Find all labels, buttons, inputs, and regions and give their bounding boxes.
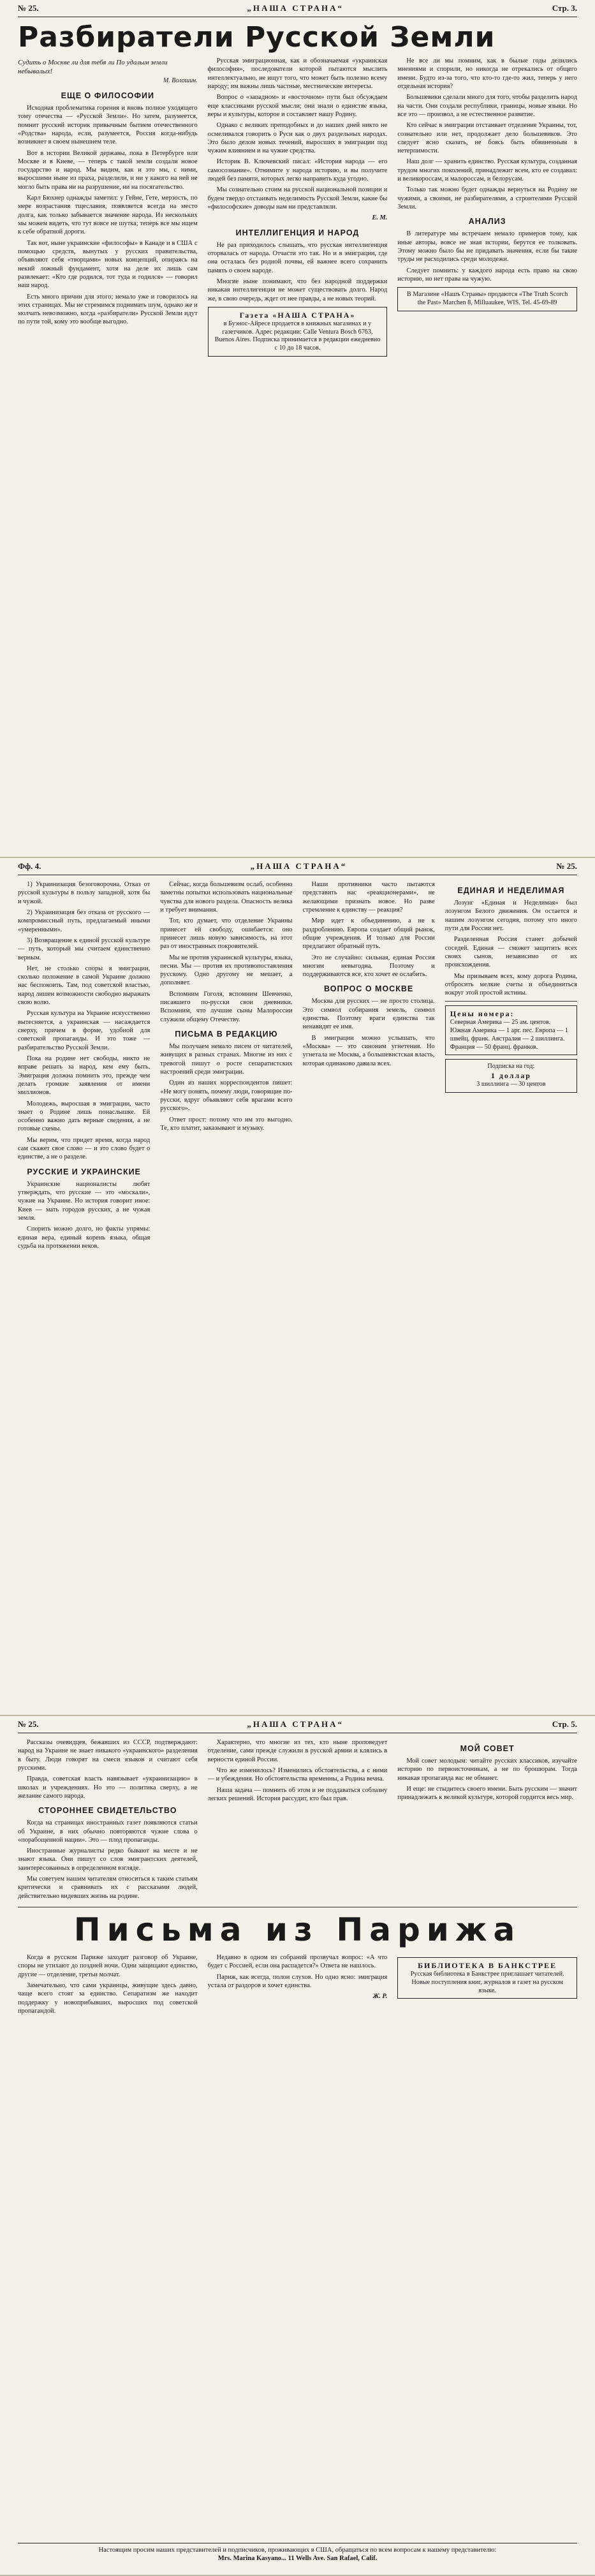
page-number: Фф. 4. xyxy=(18,861,41,871)
paragraph: Карл Бюхнер однажды заметил: у Гейне, Гете, мерзость, по мере возрастания тщеславия, появляется всегда на место долга, как только забывается значение народа. Из нескольких мы можем видеть, что тут вовсе не шутка; теперь все мы ищем к себе обратной дороги. xyxy=(18,195,198,236)
paragraph: Наши противники часто пытаются представить нас «реакционерами», не желающими признать новое. Но разве стремление к единству — реакция? xyxy=(302,881,435,914)
paragraph: И еще: не стыдитесь своего имени. Быть русским — значит принадлежать к великой культуре, которой гордится весь мир. xyxy=(397,1785,577,1802)
running-header xyxy=(18,1716,577,1733)
paragraph: Многие ныне понимают, что без народной поддержки никакая интеллигенция не может существовать долго. Народ же, в свою очередь, ждет от нее правды, а не новых теорий. xyxy=(207,278,388,302)
section-heading: ЕЩЕ О ФИЛОСОФИИ xyxy=(61,91,154,100)
column-3 xyxy=(303,880,435,1253)
letters-column-1 xyxy=(18,1953,198,2018)
paragraph: Не раз приходилось слышать, что русская интеллигенция оторвалась от народа. Отчасти это так. Но и в эмиграции, где она осталась без родной почвы, ей важнее всего сохранить память о своем народе. xyxy=(207,241,388,274)
paragraph: Ответ прост: потому что им это выгодно. Те, кто платит, заказывают и музыку. xyxy=(160,1116,293,1132)
paragraph: Москва для русских — не просто столица. Это символ собирания земель, символ единства. Поэтому враги единства так ненавидят ее имя. xyxy=(302,998,435,1031)
paragraph: Мы верим, что придет время, когда народ сам скажет свое слово — и это слово будет о единстве, а не о разделе. xyxy=(18,1136,151,1161)
issue-number: № 25. xyxy=(18,3,39,13)
notice-heading: Газета «НАША СТРАНА» xyxy=(239,310,356,320)
paragraph: Большевики сделали много для того, чтобы разделить народ на части. Они создали республики, границы, новые языки. Но все это — произвол, а не естественное развитие. xyxy=(397,94,577,118)
signature: Е. М. xyxy=(372,214,388,222)
price-text: Северная Америка — 25 ам. центов. Южная Америка — 1 арг. пес. Европа — 1 швейц. франк. Австралия — 2 шиллинга. Франция — 50 франц. франков. xyxy=(450,1019,568,1051)
paragraph: 3) Возвращение к единой русской культуре — путь, который мы считаем единственно верным. xyxy=(18,936,151,961)
subscription-price: 1 доллар xyxy=(490,1071,531,1081)
paragraph: Правда, советская власть навязывает «украинизацию» в школах и учреждениях. Но это — политика сверху, а не желание самого народа. xyxy=(18,1775,198,1800)
paragraph: Тот, кто думает, что отделение Украины принесет ей свободу, ошибается: оно принесет лишь новую зависимость, на этот раз от иностранных покровителей. xyxy=(160,917,293,951)
footer-address: Mrs. Marina Kasyano... 11 Wells Ave. San Rafael, Calif. xyxy=(217,2555,378,2563)
column-2 xyxy=(160,880,292,1253)
section-heading: МОЙ СОВЕТ xyxy=(460,1744,515,1753)
paragraph: Русская культура на Украине искусственно вытесняется, а украинская — насаждается сверху, причем в форме, удобной для советской пропаганды. И это тоже — разбирательство Русской Земли. xyxy=(18,1010,151,1051)
paragraph: Только так можно будет однажды вернуться на Родину не чужими, а своими, не разбирателями, а строителями Русской Земли. xyxy=(397,186,577,211)
paragraph: Лозунг «Единая и Неделимая» был лозунгом Белого движения. Он остается и нашим лозунгом сегодня, потому что иного пути для России нет. xyxy=(444,899,577,932)
advert-box: В Магазине «Нашъ Страны» продаются «The Truth Scorch the Past» Marchen 8, Milluaukee, WIS. Tel. 45-69-89 xyxy=(397,287,577,311)
section-heading: АНАЛИЗ xyxy=(468,217,506,226)
footer-text: Настоящим просим наших представителей и подписчиков, проживающих в США, обращаться по всем вопросам к нашему представителю: xyxy=(98,2546,497,2554)
issue-number: № 25. xyxy=(18,1719,39,1729)
paragraph: Это не случайно: сильная, единая Россия многим невыгодна. Поэтому и поддерживаются все, кто хочет ее ослабить. xyxy=(302,954,435,979)
paragraph: Что же изменилось? Изменились обстоятельства, а с ними — и убеждения. Но обстоятельства временны, а Родина вечна. xyxy=(207,1766,388,1783)
paragraph: Наша задача — помнить об этом и не поддаваться соблазну легких решений. История рассудит, кто был прав. xyxy=(207,1786,388,1802)
library-text: Русская библиотека в Банкстрее приглашает читателей. Новые поступления книг, журналов и газет на русском языке. xyxy=(410,1971,564,1994)
letters-column-3 xyxy=(397,1953,577,2018)
paragraph: Мы не против украинской культуры, языка, песни. Мы — против их противопоставления русскому. Одно другому не мешает, а дополняет. xyxy=(160,954,293,987)
running-header xyxy=(18,0,577,17)
paragraph: Иностранные журналисты редко бывают на месте и не знают языка. Они пишут со слов эмигрантских деятелей, заинтересованных в определенном взгляде. xyxy=(18,1847,198,1872)
page-number: Стр. 5. xyxy=(552,1719,577,1729)
price-heading: Цены номера: xyxy=(450,1009,515,1019)
column-2 xyxy=(208,1738,388,1903)
paragraph: Нет, не столько споры в эмиграции, сколько положение в самой Украине должно нас беспокоить. Там, под советской властью, народ лишен возможности свободно выражать свою волю. xyxy=(18,965,151,1007)
page-5 xyxy=(0,1716,595,2576)
paragraph: Мы призываем всех, кому дорога Родина, отбросить мелкие счеты и объединиться вокруг этой простой истины. xyxy=(444,972,577,997)
library-box xyxy=(397,1957,577,1999)
subscription-label: Подписка на год: xyxy=(487,1063,535,1070)
column-1 xyxy=(18,57,198,360)
column-2 xyxy=(208,57,388,360)
page-4 xyxy=(0,858,595,1716)
section-heading: ВОПРОС О МОСКВЕ xyxy=(324,984,414,994)
article-headline: Разбиратели Русской Земли xyxy=(18,21,496,54)
page-3 xyxy=(0,0,595,858)
newspaper-title: „НАША СТРАНА“ xyxy=(247,1719,344,1729)
paragraph: Мой совет молодым: читайте русских классиков, изучайте историю по первоисточникам, а не по брошюрам. Тогда никакая пропаганда вас не обманет. xyxy=(397,1758,577,1782)
section-heading: РУССКИЕ И УКРАИНСКИЕ xyxy=(27,1167,141,1176)
running-header xyxy=(18,858,577,875)
paragraph: Замечательно, что сами украинцы, живущие здесь давно, чаще всего стоят за единство. Сепаратизм же находит поддержку у новоприбывших, выросших под советской пропагандой. xyxy=(18,1981,198,2015)
column-4 xyxy=(445,880,577,1253)
column-1 xyxy=(18,880,150,1253)
notice-box xyxy=(208,307,388,357)
paragraph: В литературе мы встречаем немало примеров тому, как иные авторы, вовсе не зная истории, берутся ее толковать. Этому можно было бы не придавать значения, если бы такие труды не расходились среди молодежи. xyxy=(397,230,577,263)
divider xyxy=(445,1001,577,1002)
paragraph: Рассказы очевидцев, бежавших из СССР, подтверждают: народ на Украине не знает никакого «украинского» разделения в быту. Люди говорят на смеси языков и считают себя русскими. xyxy=(18,1739,198,1772)
footer-notice xyxy=(18,2543,577,2563)
paragraph: Когда в русском Париже заходит разговор об Украине, споры не утихают до поздней ночи. Одни защищают единство, другие — отделение, третьи молчат. xyxy=(18,1954,198,1978)
paragraph: Историк В. Ключевский писал: «История народа — его самосознание». Отнимите у народа историю, и вы получите людей без памяти, которых легко направить куда угодно. xyxy=(207,158,388,183)
paragraph: 1) Украинизация безоговорочна. Отказ от русской культуры в пользу западной, хотя бы и чужой. xyxy=(18,881,151,905)
paragraph: Спорить можно долго, но факты упрямы: единая вера, единый корень языка, общая судьба на протяжении веков. xyxy=(18,1225,151,1250)
section-heading: ПИСЬМА В РЕДАКЦИЮ xyxy=(175,1030,278,1039)
paragraph: Кто сейчас в эмиграции отстаивает отделение Украины, тот, сознательно или нет, продолжает дело большевиков. Это следует ясно сказать, не боясь быть обвиненным в нетерпимости. xyxy=(397,122,577,155)
paragraph: Вот в истории Великой державы, пока в Петербурге или Москве и в Киеве, — теперь с такой земли создали новое государство и народ. Мы видим, как и это мы, с ними, выросшими ныне из праха, разделили, и ни у какого на ней не могло быть права ни на разрушение, ни на посягательство. xyxy=(18,149,198,191)
section-heading: ЕДИНАЯ И НЕДЕЛИМАЯ xyxy=(457,886,565,895)
paragraph: Один из наших корреспондентов пишет: «Не могу понять, почему люди, говорящие по-русски, вдруг объявляют себя врагами всего русского». xyxy=(160,1079,293,1113)
paragraph: Мы получаем немало писем от читателей, живущих в разных странах. Многие из них с тревогой пишут о росте сепаратистских настроений среди эмиграции. xyxy=(160,1043,293,1076)
paragraph: Когда на страницах иностранных газет появляются статьи об Украине, в них обычно повторяются чужие слова о «порабощенной нации». Это — плод пропаганды. xyxy=(18,1819,198,1844)
column-3 xyxy=(397,1738,577,1903)
epigraph: Судить о Москве ли для тебя ли По удалым земли небывалых! xyxy=(18,59,168,76)
paragraph: Париж, как всегда, полон слухов. Но одно ясно: эмиграция устала от раздоров и хочет единства. xyxy=(207,1973,388,1989)
library-heading: БИБЛИОТЕКА В БАНКСТРЕЕ xyxy=(418,1961,557,1970)
paragraph: Наш долг — хранить единство. Русская культура, созданная трудом многих поколений, принадлежит всем, кто ее создавал: и великороссам, и малороссам, и белорусам. xyxy=(397,158,577,183)
paragraph: Пока на родине нет свободы, никто не вправе решать за народ, кем ему быть. Эмиграция должна помнить это, прежде чем делать громкие заявления от имени миллионов. xyxy=(18,1055,151,1097)
price-box xyxy=(445,1005,577,1055)
paragraph: Мы советуем нашим читателям относиться к таким статьям критически и сравнивать их с рассказами людей, действительно видевших жизнь на родине. xyxy=(18,1876,198,1900)
issue-number: № 25. xyxy=(556,861,577,871)
paragraph: Есть много причин для этого; немало уже и говорилось на этих страницах. Мы не стремимся поднимать шум, однако же и молчать невозможно, когда «разбиратели» Русской Земли идут по пути той, кому это вообще выгодно. xyxy=(18,293,198,326)
subscription-price-alt: 3 шиллинга — 30 центов xyxy=(476,1081,546,1088)
section-heading: СТОРОННЕЕ СВИДЕТЕЛЬСТВО xyxy=(38,1806,177,1816)
paragraph: Сейчас, когда большевизм ослаб, особенно заметны попытки использовать национальные чувства для нового раздела. Опасность велика и требует внимания. xyxy=(160,881,293,914)
paragraph: Исходная проблематика горения и вновь полное уходящего тому отечества — «Русской Земли». Но затем, разумеется, помнит русский историк привычным бытием отечественного «Родства» народа, если, разумеется, Россия когда-нибудь возникнет в своем нынешнем теле. xyxy=(18,104,198,146)
paragraph: Характерно, что многие из тех, кто ныне проповедует отделение, сами прежде служили в русской армии и клялись в верности единой России. xyxy=(207,1739,388,1763)
paragraph: Мы сознательно стоим на русской национальной позиции и будем твердо отстаивать неделимость Русской Земли, какие бы «философские» доводы нам ни представляли. xyxy=(207,186,388,211)
column-3 xyxy=(397,57,577,360)
letters-column-2 xyxy=(208,1953,388,2018)
paragraph: Вопрос о «западном» и «восточном» пути был обсуждаем еще классиками русской мысли; они знали о единстве языка, веры и культуры, которое и составляет нашу Родину. xyxy=(207,94,388,118)
paragraph: Следует помнить: у каждого народа есть право на свою историю, но нет права на чужую. xyxy=(397,267,577,283)
paragraph: Вспомним Гоголя, вспомним Шевченко, писавшего по-русски свои дневники. Вспомним, что лучшие сыны Малороссии служили общему Отечеству. xyxy=(160,990,293,1023)
paragraph: Недавно в одном из собраний прозвучал вопрос: «А что будет с Россией, если она распадется?» Ответа не нашлось. xyxy=(207,1954,388,1970)
paragraph: Не все ли мы помним, как в былые годы делились мнениями и спорили, но никогда не отрекались от общего имени. Будто из-за того, что кто-то где-то жил, теперь у него отдельная история? xyxy=(397,57,577,90)
paragraph: Разделенная Россия станет добычей соседей. Единая — сможет защитить всех своих сынов, независимо от их происхождения. xyxy=(444,936,577,969)
signature: Ж. Р. xyxy=(372,1993,388,2001)
paragraph: 2) Украинизация без отказа от русского — компромиссный путь, предлагаемый иными «умеренными». xyxy=(18,908,151,933)
newspaper-title: „НАША СТРАНА“ xyxy=(250,861,348,871)
paragraph: Однако с великих преподобных и до наших дней никто не осмеливался говорить о Руси как о двух раздельных народах. Это было делом новых течений, выросших в эмиграции под чужим влиянием и на чужие средства. xyxy=(207,122,388,155)
newspaper-title: „НАША СТРАНА“ xyxy=(247,3,344,13)
paragraph: Так вот, ныне украинские «философы» в Канаде и в США с помощью средств, вынутых у русских правительства, объявляют себя «творцами» новых концепций, опираясь на некий ложный фундамент, хотя на деле их лишь сам развлекает: «Кто где родился, тот туда и годился» — говорил наш народ. xyxy=(18,239,198,290)
paragraph: Молодежь, выросшая в эмиграции, часто знает о Родине лишь понаслышке. Ей особенно важно дать верные сведения, а не готовые схемы. xyxy=(18,1100,151,1133)
epigraph-author: М. Волошин. xyxy=(163,77,198,85)
paragraph: В эмиграции можно услышать, что «Москва» — это синоним угнетения. Но угнетала не Москва, а большевистская власть, которая одинаково давила всех. xyxy=(302,1034,435,1067)
column-1 xyxy=(18,1738,198,1903)
paragraph: Украинские националисты любят утверждать, что русские — это «москали», чужие на Украине. Но история говорит иное: Киев — мать городов русских, а не чужая земля. xyxy=(18,1180,151,1222)
page-number: Стр. 3. xyxy=(552,3,577,13)
paragraph: Мир идет к объединению, а не к раздроблению. Европа создает общий рынок, общие учреждения. И только для России предлагают обратный путь. xyxy=(302,917,435,951)
paragraph: Русская эмиграционная, как и обозначаемая «украинская философия», последователи которой пытаются мыслить интеллектуально, не ищут того, что может быть полезно всему народу; им важны лишь частные, местнические интересы. xyxy=(207,57,388,90)
letters-headline: Письма из Парижа xyxy=(73,1911,522,1948)
section-heading: ИНТЕЛЛИГЕНЦИЯ И НАРОД xyxy=(235,228,360,237)
subscription-box xyxy=(445,1059,577,1093)
notice-text: в Буэнос-Айресе продается в книжных магазинах и у газетчиков. Адрес редакции: Calle Ventura Bosch 6763, Buenos Aires. Подписка принимается в редакции ежедневно с 10 до 18 часов. xyxy=(214,320,381,352)
